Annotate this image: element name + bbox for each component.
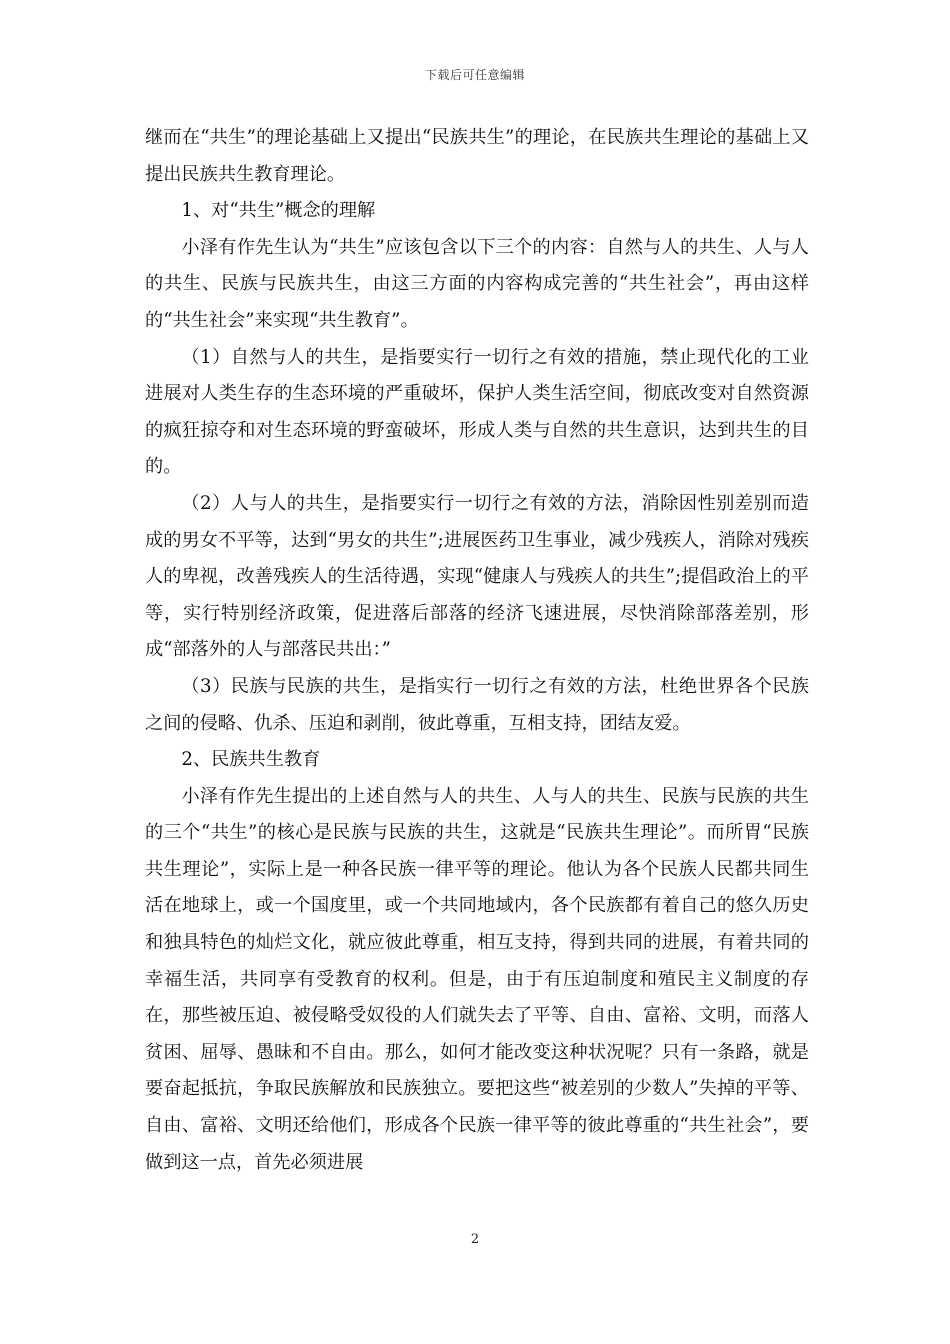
section-heading-2: 2、民族共生教育 — [181, 749, 321, 771]
paragraph-ethnic-symbiosis-education: 小泽有作先生提出的上述自然与人的共生、人与人的共生、民族与民族的共生的三个“共生”的核心是民族与民族的共生，这就是“民族共生理论”。而所胃“民族共生理论”，实际上是一种各民族一律平等的理论。他认为各个民族人民都共同生活在地球上，或一个国度里，或一个共同地域内，各个民族都有着自己的悠久历史和独具特色的灿烂文化，就应彼此尊重，相互支持，得到共同的进展，有着共同的幸福生活，共同享有受教育的权利。但是，由于有压迫制度和殖民主义制度的存在，那些被压迫、被侵略受奴役的人们就失去了平等、自由、富裕、文明，而落人贫困、屈辱、愚昧和不自由。那么，如何才能改变这种状况呢？只有一条路，就是要奋起抵抗，争取民族解放和民族独立。要把这些“被差别的少数人”失掉的平等、自由、富裕、文明还给他们，形成各个民族一律平等的彼此尊重的“共生社会”，要做到这一点，首先必须进展 — [145, 785, 809, 1173]
paragraph-nation-nation: （3）民族与民族的共生，是指实行一切行之有效的方法，杜绝世界各个民族之间的侵略、仇杀、压迫和剥削，彼此尊重，互相支持，团结友爱。 — [145, 675, 809, 734]
page-header: 下载后可任意编辑 — [424, 68, 525, 82]
paragraph-nature-human: （1）自然与人的共生，是指要实行一切行之有效的措施，禁止现代化的工业进展对人类生存的生态环境的严重破坏，保护人类生活空间，彻底改变对自然资源的疯狂掠夺和对生态环境的野蛮破坏，形成人类与自然的共生意识，达到共生的目的。 — [145, 346, 809, 478]
page-number: 2 — [470, 1232, 480, 1247]
paragraph-human-human: （2）人与人的共生，是指要实行一切行之有效的方法，消除因性别差别而造成的男女不平等，达到“男女的共生”;进展医药卫生事业，减少残疾人，消除对残疾人的卑视，改善残疾人的生活待遇，实现“健康人与残疾人的共生”;提倡政治上的平等，实行特别经济政策，促进落后部落的经济飞速进展，尽快消除部落差别，形成“部落外的人与部落民共出：” — [145, 492, 809, 661]
document-body — [145, 120, 809, 1181]
paragraph-symbiosis-definition: 小泽有作先生认为“共生”应该包含以下三个的内容：自然与人的共生、人与人的共生、民族与民族共生，由这三方面的内容构成完善的“共生社会”，再由这样的“共生社会”来实现“共生教育”。 — [145, 236, 809, 331]
paragraph-continuation: 继而在“共生”的理论基础上又提出“民族共生”的理论，在民族共生理论的基础上又提出民族共生教育理论。 — [145, 127, 809, 185]
section-heading-1: 1、对“共生”概念的理解 — [181, 200, 376, 222]
